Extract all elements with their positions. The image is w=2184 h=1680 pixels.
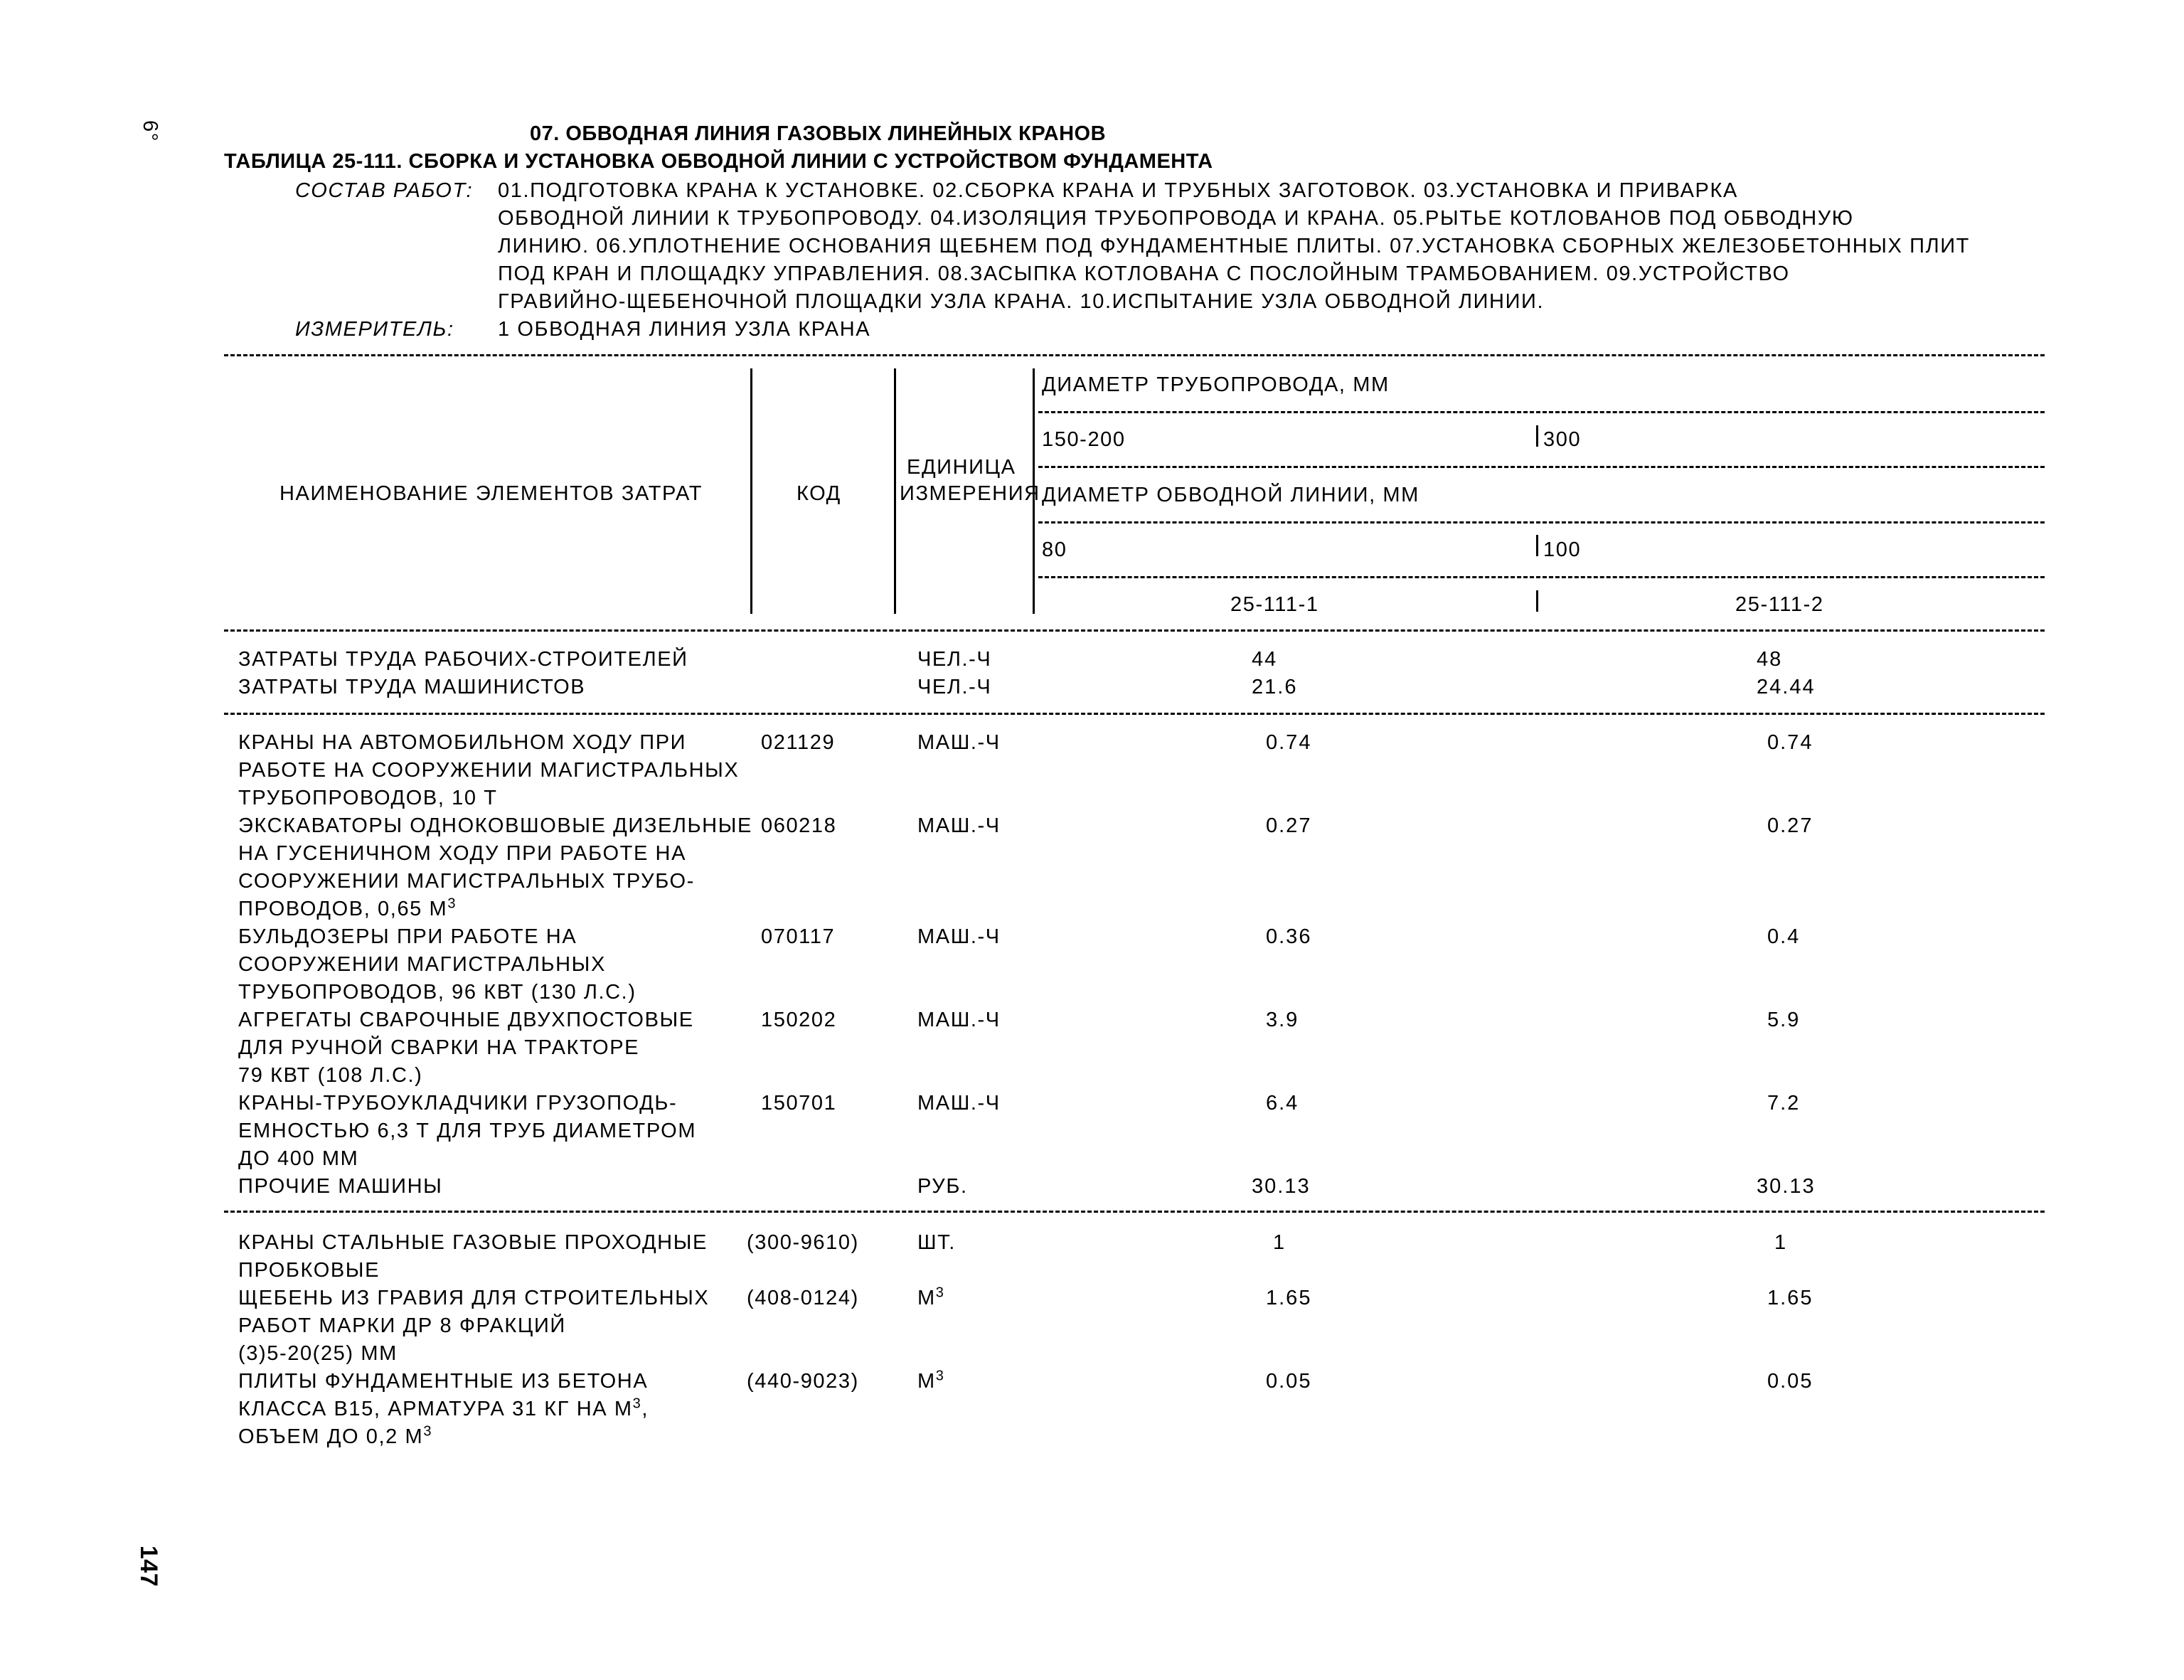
machine-3-b: 0.4 <box>1767 925 1801 948</box>
head-divider-cols <box>1536 590 1538 612</box>
machine-5-a: 6.4 <box>1266 1092 1299 1115</box>
machine-2-b: 0.27 <box>1767 814 1813 837</box>
head-col-a: 25-111-1 <box>1230 593 1319 616</box>
machine-2-unit: МАШ.-Ч <box>917 814 1001 837</box>
section-title: 07. ОБВОДНАЯ ЛИНИЯ ГАЗОВЫХ ЛИНЕЙНЫХ КРАНОВ <box>530 122 1107 145</box>
head-pipe-a: 150-200 <box>1042 428 1126 451</box>
machine-1-code: 021129 <box>761 731 836 754</box>
head-pipe-b: 300 <box>1543 428 1582 451</box>
head-bypass-a: 80 <box>1042 538 1067 561</box>
labor-unit-1: ЧЕЛ.-Ч <box>917 648 992 671</box>
machine-4-line-2: ДЛЯ РУЧНОЙ СВАРКИ НА ТРАКТОРЕ <box>238 1036 640 1059</box>
machine-3-line-3: ТРУБОПРОВОДОВ, 96 КВТ (130 Л.С.) <box>238 981 636 1004</box>
machine-3-line-2: СООРУЖЕНИИ МАГИСТРАЛЬНЫХ <box>238 953 606 976</box>
machine-5-line-1: КРАНЫ-ТРУБОУКЛАДЧИКИ ГРУЗОПОДЬ- <box>238 1092 678 1115</box>
machine-2-line-3: СООРУЖЕНИИ МАГИСТРАЛЬНЫХ ТРУБО- <box>238 870 695 893</box>
machine-5-unit: МАШ.-Ч <box>917 1092 1001 1115</box>
machine-2-code: 060218 <box>761 814 837 837</box>
machine-1-line-3: ТРУБОПРОВОДОВ, 10 Т <box>238 787 498 809</box>
head-col-b: 25-111-2 <box>1735 593 1824 616</box>
labor-a-1: 44 <box>1252 648 1278 671</box>
material-1-b: 1 <box>1774 1231 1788 1254</box>
work-line-3: ЛИНИЮ. 06.УПЛОТНЕНИЕ ОСНОВАНИЯ ЩЕБНЕМ ПОД ФУНДАМЕНТНЫЕ ПЛИТЫ. 07.УСТАНОВКА СБОРНЫХ ЖЕЛЕЗОБЕТОННЫХ ПЛИТ <box>498 235 1970 257</box>
material-3-line-1: ПЛИТЫ ФУНДАМЕНТНЫЕ ИЗ БЕТОНА <box>238 1370 649 1393</box>
labor-rule <box>224 713 2045 715</box>
machine-3-code: 070117 <box>761 925 836 948</box>
head-code: КОД <box>797 482 841 505</box>
corner-mark: 6° <box>138 120 161 142</box>
work-line-1: 01.ПОДГОТОВКА КРАНА К УСТАНОВКЕ. 02.СБОРКА КРАНА И ТРУБНЫХ ЗАГОТОВОК. 03.УСТАНОВКА И ПРИВАРКА <box>498 179 1738 202</box>
material-3-code: (440-9023) <box>747 1370 859 1393</box>
machine-4-a: 3.9 <box>1266 1009 1299 1031</box>
material-3-unit: $М^3$ <box>917 1368 945 1393</box>
material-1-code: (300-9610) <box>747 1231 859 1254</box>
machine-2-line-2: НА ГУСЕНИЧНОМ ХОДУ ПРИ РАБОТЕ НА <box>238 842 687 865</box>
machine-4-line-1: АГРЕГАТЫ СВАРОЧНЫЕ ДВУХПОСТОВЫЕ <box>238 1009 694 1031</box>
machine-1-line-1: КРАНЫ НА АВТОМОБИЛЬНОМ ХОДУ ПРИ <box>238 731 687 754</box>
material-3-line-3: ОБЪЕМ ДО 0,2 $М^3$ <box>238 1423 433 1448</box>
page-number: 147 <box>135 1545 163 1588</box>
labor-name-1: ЗАТРАТЫ ТРУДА РАБОЧИХ-СТРОИТЕЛЕЙ <box>238 648 688 671</box>
head-unit-1: ЕДИНИЦА <box>907 456 1016 479</box>
material-3-b: 0.05 <box>1767 1370 1813 1393</box>
machine-2-a: 0.27 <box>1266 814 1312 837</box>
machine-1-b: 0.74 <box>1767 731 1813 754</box>
material-1-line-2: ПРОБКОВЫЕ <box>238 1259 380 1282</box>
machine-5-code: 150701 <box>761 1092 837 1115</box>
head-name: НАИМЕНОВАНИЕ ЭЛЕМЕНТОВ ЗАТРАТ <box>279 482 703 505</box>
labor-unit-2: ЧЕЛ.-Ч <box>917 676 992 698</box>
measure-label: ИЗМЕРИТЕЛЬ: <box>295 318 454 341</box>
machine-2-line-4: ПРОВОДОВ, 0,65 $М^3$ <box>238 895 457 920</box>
machines-rule <box>224 1211 2045 1213</box>
labor-name-2: ЗАТРАТЫ ТРУДА МАШИНИСТОВ <box>238 676 586 698</box>
machine-4-b: 5.9 <box>1767 1009 1801 1031</box>
head-divider-2 <box>894 368 896 614</box>
material-1-a: 1 <box>1273 1231 1287 1254</box>
labor-b-1: 48 <box>1757 648 1783 671</box>
head-divider-1 <box>750 368 752 614</box>
machine-6-b: 30.13 <box>1757 1175 1816 1198</box>
head-bypass-b: 100 <box>1543 538 1582 561</box>
machine-4-unit: МАШ.-Ч <box>917 1009 1001 1031</box>
material-2-line-1: ЩЕБЕНЬ ИЗ ГРАВИЯ ДЛЯ СТРОИТЕЛЬНЫХ <box>238 1287 710 1309</box>
work-line-4: ПОД КРАН И ПЛОЩАДКУ УПРАВЛЕНИЯ. 08.ЗАСЫПКА КОТЛОВАНА С ПОСЛОЙНЫМ ТРАМБОВАНИЕМ. 09.УСТРОЙСТВО <box>498 262 1790 285</box>
machine-4-code: 150202 <box>761 1009 837 1031</box>
machine-5-line-3: ДО 400 ММ <box>238 1147 359 1170</box>
machine-5-line-2: ЕМНОСТЬЮ 6,3 Т ДЛЯ ТРУБ ДИАМЕТРОМ <box>238 1120 697 1142</box>
material-2-line-3: (3)5-20(25) ММ <box>238 1342 398 1365</box>
head-rule-1 <box>1038 411 2045 413</box>
machine-1-unit: МАШ.-Ч <box>917 731 1001 754</box>
material-1-line-1: КРАНЫ СТАЛЬНЫЕ ГАЗОВЫЕ ПРОХОДНЫЕ <box>238 1231 708 1254</box>
material-2-b: 1.65 <box>1767 1287 1813 1309</box>
material-3-line-2: КЛАССА В15, АРМАТУРА 31 КГ НА $М^3$, <box>238 1395 649 1420</box>
machine-6-a: 30.13 <box>1252 1175 1311 1198</box>
machine-1-line-2: РАБОТЕ НА СООРУЖЕНИИ МАГИСТРАЛЬНЫХ <box>238 759 740 782</box>
head-rule-3 <box>1038 521 2045 523</box>
material-2-a: 1.65 <box>1266 1287 1312 1309</box>
labor-b-2: 24.44 <box>1757 676 1816 698</box>
machine-3-a: 0.36 <box>1266 925 1312 948</box>
machine-3-unit: МАШ.-Ч <box>917 925 1001 948</box>
head-rule-2 <box>1038 466 2045 468</box>
head-rule-4 <box>1038 576 2045 578</box>
head-bypass-diam: ДИАМЕТР ОБВОДНОЙ ЛИНИИ, ММ <box>1042 484 1419 506</box>
machine-6-unit: РУБ. <box>917 1175 968 1198</box>
table-title: ТАБЛИЦА 25-111. СБОРКА И УСТАНОВКА ОБВОДНОЙ ЛИНИИ С УСТРОЙСТВОМ ФУНДАМЕНТА <box>224 150 1213 173</box>
head-unit-2: ИЗМЕРЕНИЯ <box>900 482 1040 505</box>
head-pipe-diam: ДИАМЕТР ТРУБОПРОВОДА, ММ <box>1042 373 1390 396</box>
machine-4-line-3: 79 КВТ (108 Л.С.) <box>238 1064 423 1087</box>
material-2-code: (408-0124) <box>747 1287 859 1309</box>
material-1-unit: ШТ. <box>917 1231 956 1254</box>
machine-1-a: 0.74 <box>1266 731 1312 754</box>
material-2-line-2: РАБОТ МАРКИ ДР 8 ФРАКЦИЙ <box>238 1314 566 1337</box>
head-bottom-rule <box>224 629 2045 632</box>
machine-6-line-1: ПРОЧИЕ МАШИНЫ <box>238 1175 443 1198</box>
machine-5-b: 7.2 <box>1767 1092 1801 1115</box>
machine-2-line-1: ЭКСКАВАТОРЫ ОДНОКОВШОВЫЕ ДИЗЕЛЬНЫЕ <box>238 814 752 837</box>
measure-value: 1 ОБВОДНАЯ ЛИНИЯ УЗЛА КРАНА <box>498 318 871 341</box>
material-2-unit: $М^3$ <box>917 1285 945 1309</box>
head-divider-bypass <box>1536 535 1538 556</box>
work-label: СОСТАВ РАБОТ: <box>295 179 474 202</box>
work-line-5: ГРАВИЙНО-ЩЕБЕНОЧНОЙ ПЛОЩАДКИ УЗЛА КРАНА. 10.ИСПЫТАНИЕ УЗЛА ОБВОДНОЙ ЛИНИИ. <box>498 290 1545 313</box>
work-line-2: ОБВОДНОЙ ЛИНИИ К ТРУБОПРОВОДУ. 04.ИЗОЛЯЦИЯ ТРУБОПРОВОДА И КРАНА. 05.РЫТЬЕ КОТЛОВАНОВ ПОД ОБВОДНУЮ <box>498 207 1854 230</box>
table-top-rule <box>224 354 2045 356</box>
machine-3-line-1: БУЛЬДОЗЕРЫ ПРИ РАБОТЕ НА <box>238 925 577 948</box>
material-3-a: 0.05 <box>1266 1370 1312 1393</box>
labor-a-2: 21.6 <box>1252 676 1298 698</box>
head-divider-pipe <box>1536 425 1538 447</box>
